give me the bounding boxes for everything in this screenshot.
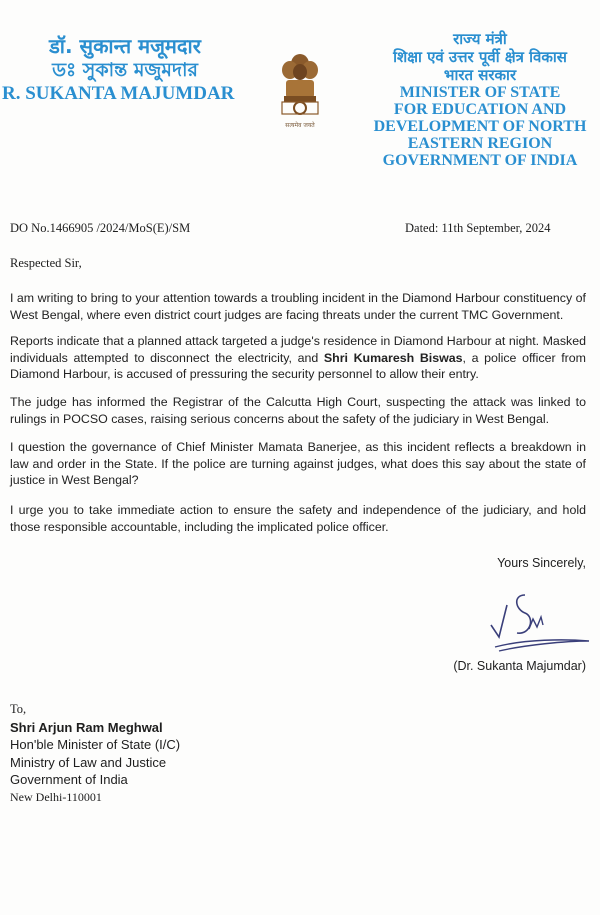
name-english: R. SUKANTA MAJUMDAR: [2, 83, 235, 104]
signer-name: (Dr. Sukanta Majumdar): [453, 659, 586, 673]
reference-number: DO No.1466905 /2024/MoS(E)/SM: [10, 221, 191, 235]
handwritten-signature-icon: [485, 585, 595, 655]
designation-hindi-line-2: शिक्षा एवं उत्तर पूर्वी क्षेत्र विकास: [393, 48, 567, 66]
recipient-block: [10, 701, 180, 806]
paragraph-2-text-a: Reports indicate that a planned attack targeted a judge's residence in Diamond Harbour at night. Masked individuals attempted to disconnect the electricity, and: [10, 334, 586, 365]
national-emblem: [270, 50, 330, 135]
paragraph-3: The judge has informed the Registrar of the Calcutta High Court, suspecting the attack was linked to rulings in POCSO cases, raising serious concerns about the safety of the judiciary in West Bengal.: [10, 395, 586, 426]
letterhead-designation-block: [360, 30, 600, 169]
emblem-motto: सत्यमेव जयते: [285, 122, 315, 129]
letterhead: [0, 0, 600, 180]
designation-english-line-5: GOVERNMENT OF INDIA: [382, 152, 578, 169]
paragraph-2-text-b: , a police officer from Diamond Harbour, is accused of pressuring the security personnel to allow their entry.: [10, 350, 586, 381]
paragraph-2: [10, 333, 586, 383]
to-label: To,: [10, 702, 27, 716]
recipient-name: Shri Arjun Ram Meghwal: [10, 719, 163, 735]
police-officer-name: Shri Kumaresh Biswas: [323, 350, 463, 365]
salutation: Respected Sir,: [10, 256, 82, 270]
designation-hindi-line-3: भारत सरकार: [443, 66, 517, 84]
paragraph-5: I urge you to take immediate action to ensure the safety and independence of the judiciary, and hold those responsible accountable, including the implicated police officer.: [10, 503, 586, 534]
designation-english-line-4: EASTERN REGION: [407, 135, 553, 152]
designation-english-line-2: FOR EDUCATION AND: [393, 101, 567, 118]
closing: Yours Sincerely,: [497, 556, 586, 570]
letter-date: Dated: 11th September, 2024: [405, 221, 551, 235]
national-emblem-icon: [278, 50, 322, 120]
designation-english-line-3: DEVELOPMENT OF NORTH: [373, 118, 587, 135]
name-bengali: ডঃ সুকান্ত মজুমদার: [52, 59, 198, 81]
designation-hindi-line-1: राज्य मंत्री: [453, 30, 507, 48]
letterhead-name-block: [0, 34, 250, 106]
paragraph-1: I am writing to bring to your attention towards a troubling incident in the Diamond Harbour constituency of West Bengal, where even district court judges are facing threats under the current TMC Government.: [10, 291, 586, 322]
recipient-ministry: Ministry of Law and Justice: [10, 754, 167, 770]
designation-english-line-1: MINISTER OF STATE: [399, 84, 561, 101]
recipient-city: New Delhi-110001: [10, 789, 102, 804]
paragraph-4: I question the governance of Chief Minister Mamata Banerjee, as this incident reflects a breakdown in law and order in the State. If the police are turning against judges, what does this say about the state of justice in West Bengal?: [10, 440, 586, 487]
name-hindi: डॉ. सुकान्त मजूमदार: [49, 34, 201, 58]
recipient-designation: Hon'ble Minister of State (I/C): [10, 737, 181, 752]
recipient-government: Government of India: [10, 772, 128, 787]
